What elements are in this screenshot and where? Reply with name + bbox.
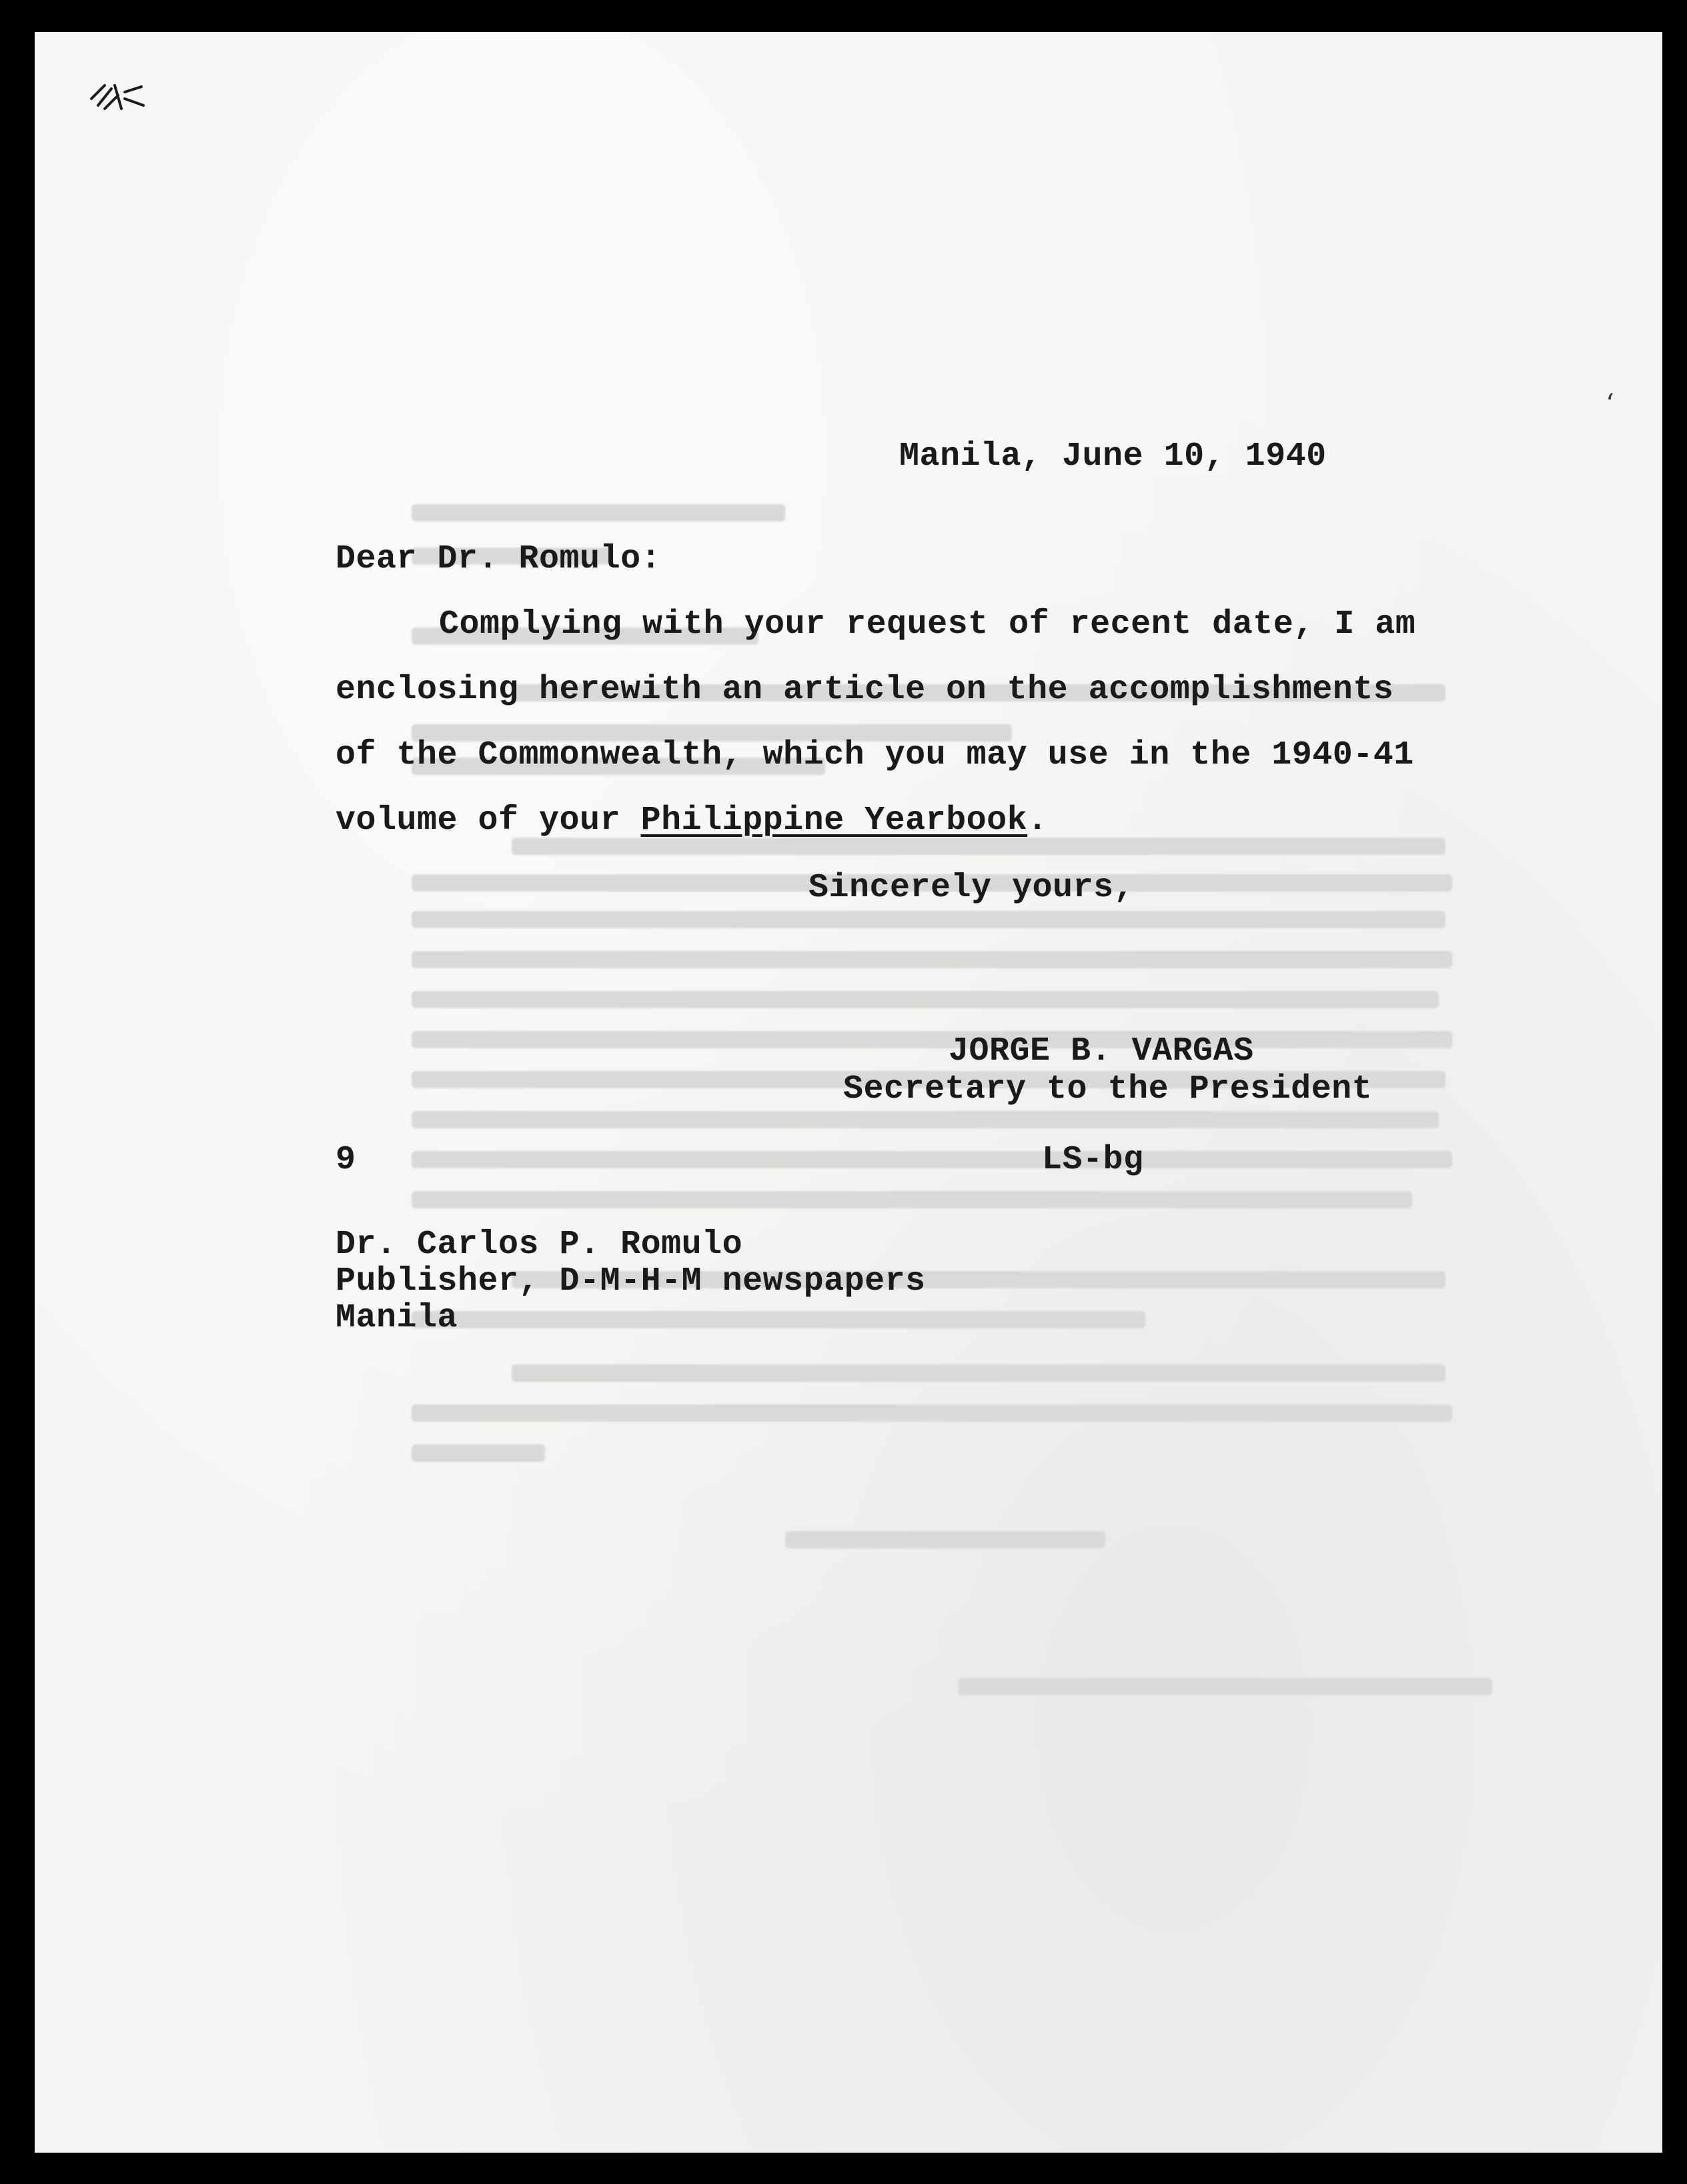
body-line-1: Complying with your request of recent date, I am [439,606,1416,644]
complimentary-close: Sincerely yours, [808,869,1135,907]
margin-tick-mark: ʻ [1606,389,1614,419]
typist-initials: LS-bg [1042,1141,1144,1179]
signatory-name: JORGE B. VARGAS [949,1032,1254,1070]
body-line-4-suffix: . [1027,802,1048,840]
recipient-city: Manila [336,1299,458,1337]
signatory-title: Secretary to the President [843,1070,1373,1108]
corner-smudge-mark [85,79,145,119]
recipient-position: Publisher, D-M-H-M newspapers [336,1262,926,1300]
recipient-name: Dr. Carlos P. Romulo [336,1226,743,1264]
body-line-4 [336,802,1048,840]
body-line-3: of the Commonwealth, which you may use in the 1940-41 [336,736,1414,774]
place-date: Manila, June 10, 1940 [899,437,1327,475]
body-line-2: enclosing herewith an article on the accomplishments [336,671,1394,709]
body-paragraph [336,606,1470,886]
file-number: 9 [336,1141,356,1179]
publication-title: Philippine Yearbook [640,802,1028,840]
salutation: Dear Dr. Romulo: [336,540,662,578]
body-line-4-prefix: volume of your [336,802,641,840]
letter-page [35,32,1662,2153]
